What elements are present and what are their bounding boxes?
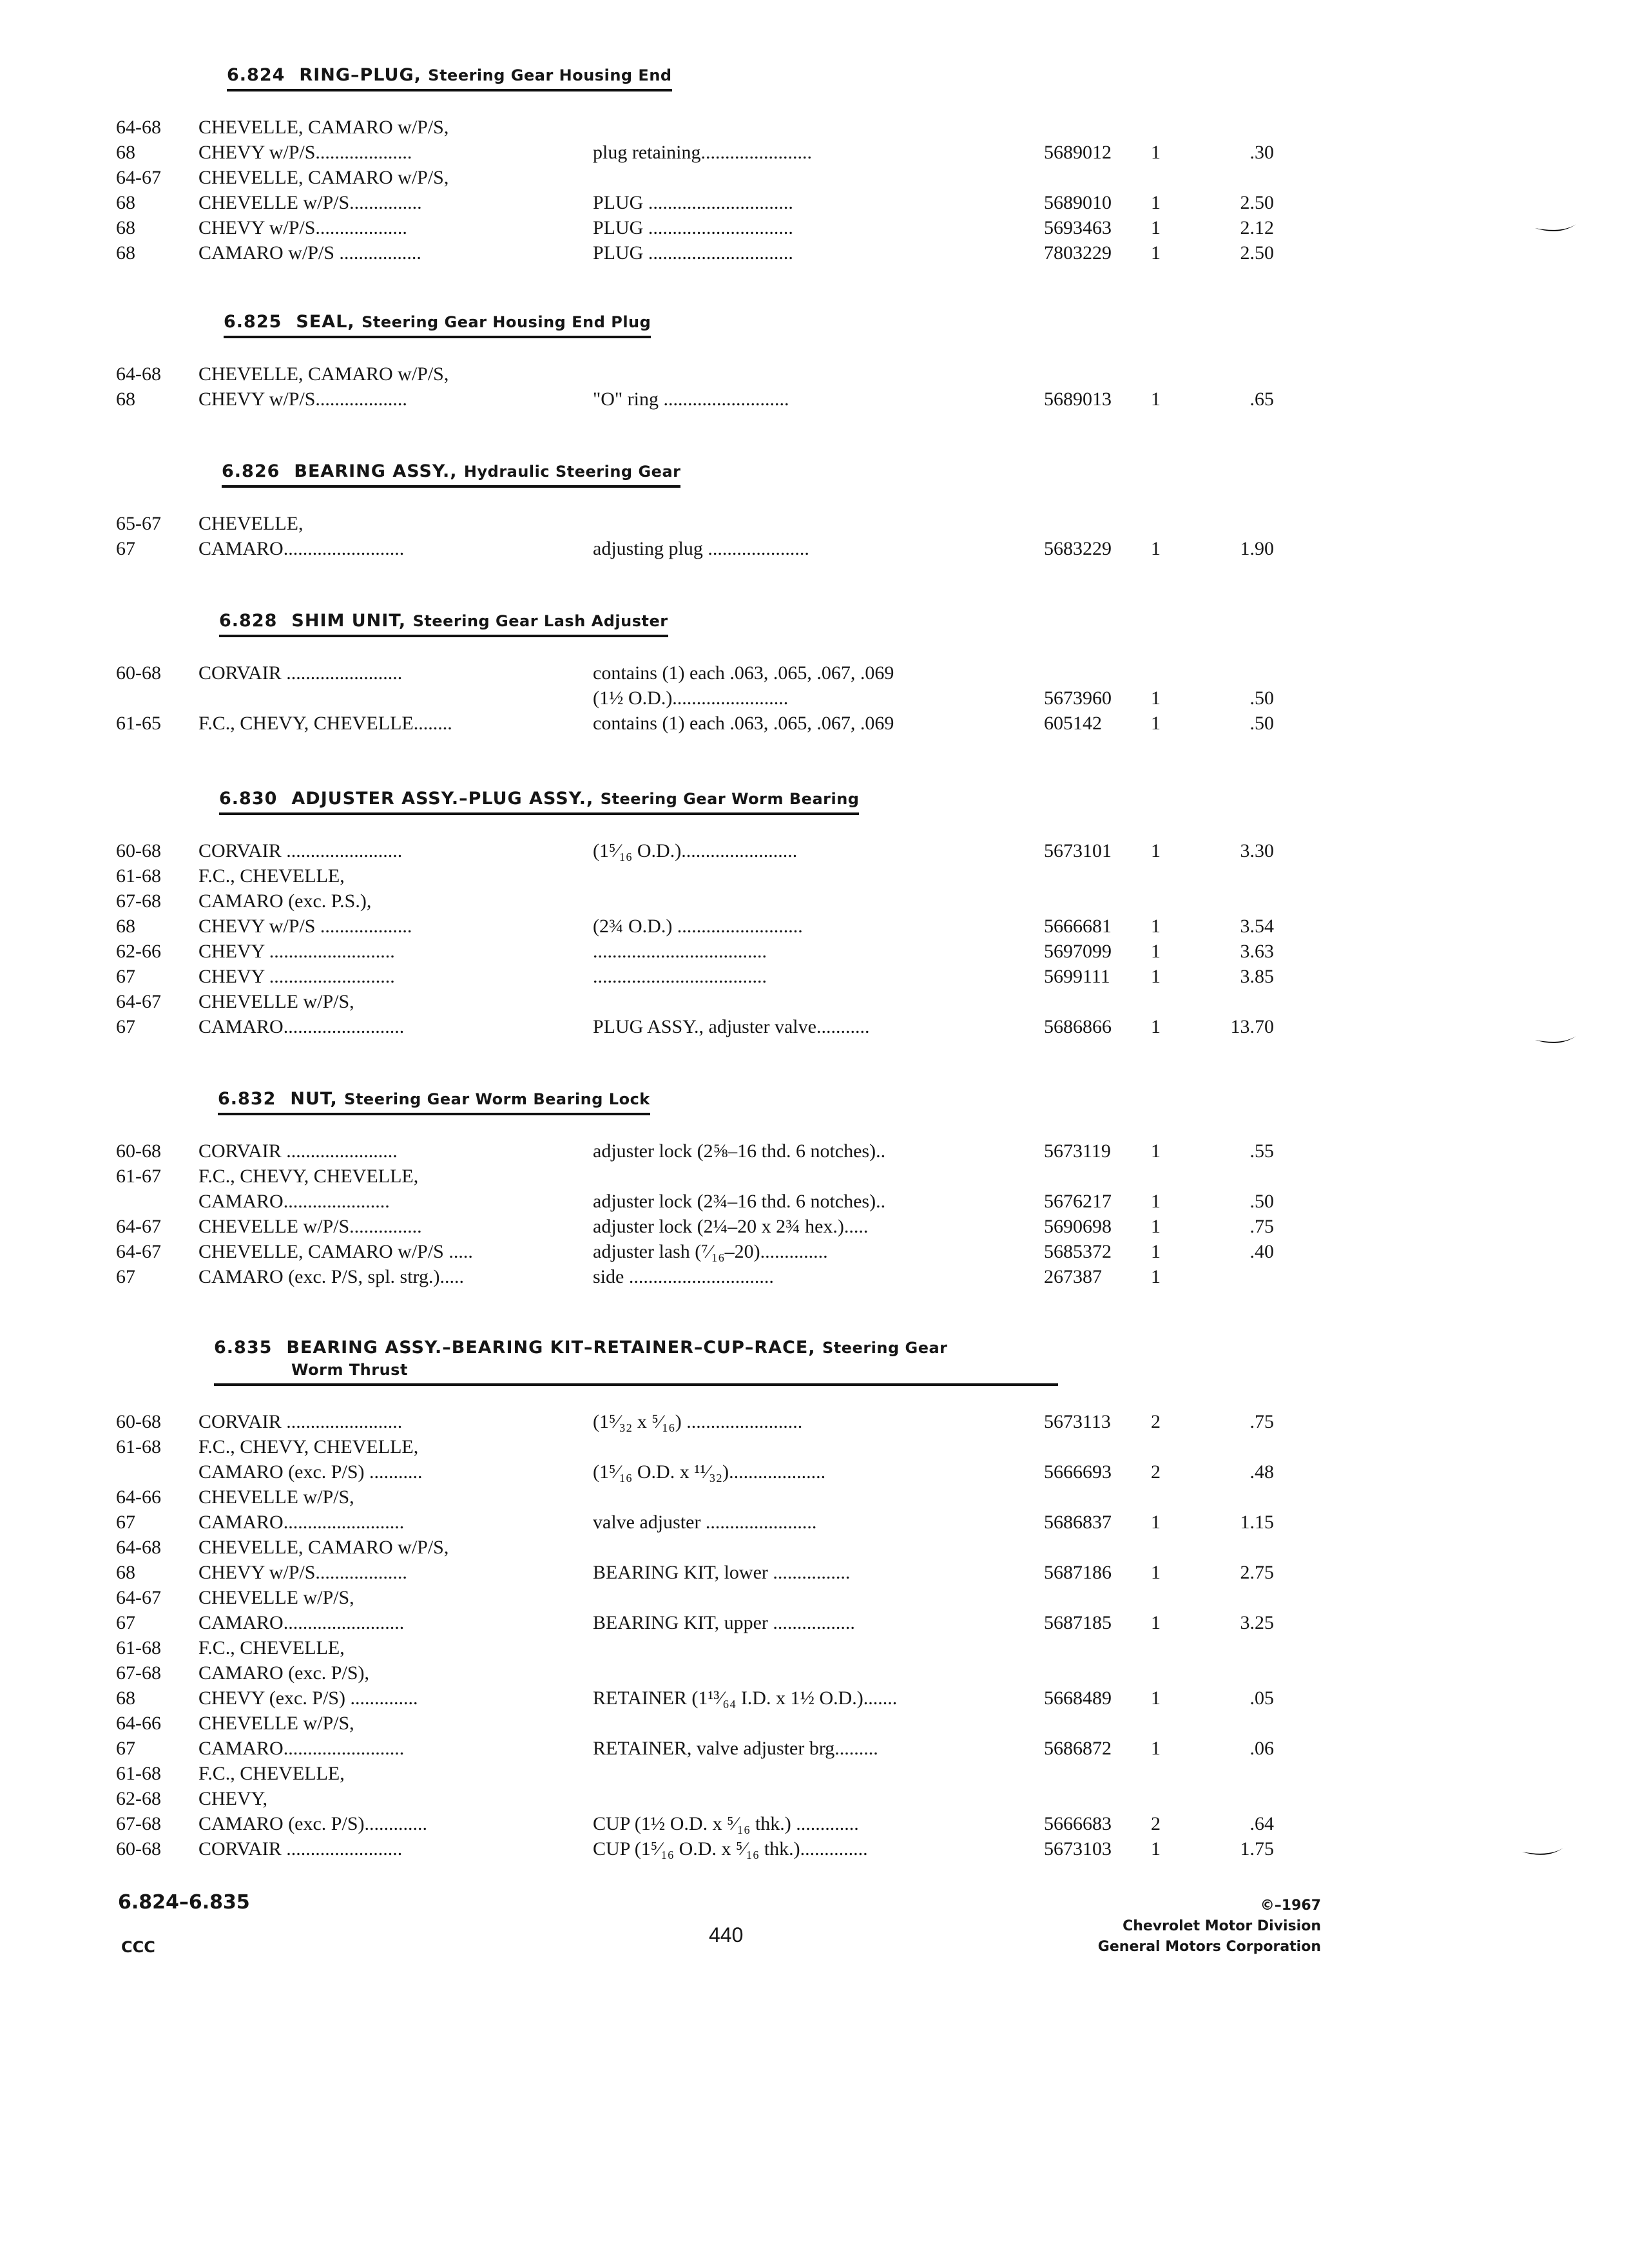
parts-row [116, 1434, 1058, 1459]
model-years: 60-68 [116, 1140, 161, 1162]
parts-row [116, 1459, 1274, 1485]
description: (1⁵⁄₃₂ x ⁵⁄₁₆) ........................ [593, 1411, 803, 1432]
application: F.C., CHEVELLE, [198, 865, 345, 887]
section-title: ADJUSTER ASSY.–PLUG ASSY., [291, 789, 594, 809]
application: CAMARO......................... [198, 1612, 405, 1633]
parts-row [116, 536, 1274, 561]
quantity: 1 [1151, 1266, 1161, 1287]
model-years: 61-65 [116, 713, 161, 734]
part-number: 5666693 [1044, 1461, 1112, 1483]
section-subtitle-continued: Worm Thrust [291, 1361, 408, 1379]
price: .30 [1249, 142, 1274, 163]
model-years: 62-68 [116, 1788, 161, 1809]
quantity: 2 [1151, 1461, 1161, 1483]
parts-row [116, 1239, 1274, 1264]
part-number: 605142 [1044, 713, 1102, 734]
application: CAMARO (exc. P/S, spl. strg.)..... [198, 1266, 464, 1287]
section-number: 6.835 [214, 1338, 273, 1358]
description: valve adjuster ....................... [593, 1512, 817, 1533]
parts-row [116, 1264, 1161, 1289]
model-years: 67 [116, 1266, 135, 1287]
model-years: 61-68 [116, 1763, 161, 1784]
application: CHEVY (exc. P/S) .............. [198, 1687, 418, 1709]
division-name: Chevrolet Motor Division [1123, 1918, 1321, 1934]
part-number: 5693463 [1044, 217, 1112, 238]
price: 2.12 [1240, 217, 1274, 238]
parts-row [116, 1811, 1274, 1836]
section-number: 6.825 [224, 312, 282, 332]
application: CAMARO w/P/S ................. [198, 242, 421, 264]
part-number: 5673101 [1044, 840, 1112, 861]
price: 13.70 [1230, 1016, 1274, 1037]
section-title: BEARING ASSY., [294, 461, 458, 481]
price: 1.75 [1240, 1838, 1274, 1860]
quantity: 1 [1151, 538, 1161, 559]
description: PLUG .............................. [593, 217, 793, 238]
description: CUP (1⁵⁄₁₆ O.D. x ⁵⁄₁₆ thk.).............. [593, 1838, 868, 1860]
application: CHEVELLE w/P/S, [198, 991, 354, 1012]
footer-publisher [967, 1896, 1321, 1957]
part-number: 5687185 [1044, 1612, 1112, 1633]
description: PLUG .............................. [593, 192, 793, 213]
parts-row [116, 686, 1274, 711]
section-number: 6.828 [219, 611, 278, 631]
application: CAMARO (exc. P/S) ........... [198, 1461, 423, 1483]
application: F.C., CHEVELLE, [198, 1763, 345, 1784]
parts-row [116, 165, 672, 190]
application: CORVAIR ........................ [198, 662, 403, 684]
model-years: 68 [116, 217, 135, 238]
quantity: 1 [1151, 1612, 1161, 1633]
price: 2.50 [1240, 192, 1274, 213]
application: CAMARO (exc. P/S), [198, 1662, 370, 1684]
model-years: 60-68 [116, 1838, 161, 1860]
part-number: 5686866 [1044, 1016, 1112, 1037]
parts-list [116, 361, 1274, 412]
model-years: 64-66 [116, 1486, 161, 1508]
section-6-825 [116, 311, 1274, 412]
model-years: 68 [116, 916, 135, 937]
parts-row [116, 1786, 1058, 1811]
price: .06 [1249, 1738, 1274, 1759]
parts-row [116, 1014, 1274, 1039]
description: (1½ O.D.)........................ [593, 687, 789, 709]
model-years: 67 [116, 1016, 135, 1037]
parts-list [116, 115, 1274, 265]
application: CAMARO......................... [198, 538, 405, 559]
section-6-824 [116, 64, 1274, 265]
description: .................................... [593, 941, 767, 962]
parts-row [116, 838, 1274, 863]
model-years: 67 [116, 538, 135, 559]
model-years: 64-66 [116, 1713, 161, 1734]
application: CAMARO......................... [198, 1016, 405, 1037]
description: (2¾ O.D.) .......................... [593, 916, 803, 937]
quantity: 1 [1151, 242, 1161, 264]
application: CHEVY .......................... [198, 941, 395, 962]
quantity: 2 [1151, 1813, 1161, 1834]
description: contains (1) each .063, .065, .067, .069 [593, 713, 894, 734]
model-years: 60-68 [116, 840, 161, 861]
application: CHEVY w/P/S................... [198, 1562, 407, 1583]
price: 3.25 [1240, 1612, 1274, 1633]
description: contains (1) each .063, .065, .067, .069 [593, 662, 894, 684]
part-number: 5673103 [1044, 1838, 1112, 1860]
application: CHEVELLE w/P/S............... [198, 192, 422, 213]
model-years: 61-68 [116, 1637, 161, 1658]
quantity: 1 [1151, 1562, 1161, 1583]
parts-row [116, 387, 1274, 412]
description: (1⁵⁄₁₆ O.D.)........................ [593, 840, 798, 861]
model-years: 67 [116, 1738, 135, 1759]
quantity: 1 [1151, 713, 1161, 734]
section-number: 6.826 [222, 461, 280, 481]
parts-row [116, 939, 1274, 964]
description: adjuster lock (2¼–20 x 2¾ hex.)..... [593, 1216, 869, 1237]
description: side .............................. [593, 1266, 774, 1287]
quantity: 1 [1151, 941, 1161, 962]
application: CHEVELLE, CAMARO w/P/S, [198, 363, 449, 385]
description: adjuster lash (⁷⁄₁₆–20).............. [593, 1241, 828, 1262]
application: CORVAIR ........................ [198, 840, 403, 861]
parts-list [116, 511, 1274, 561]
section-6-826 [116, 461, 1274, 561]
model-years: 64-68 [116, 363, 161, 385]
model-years: 67-68 [116, 1813, 161, 1834]
model-years: 68 [116, 1562, 135, 1583]
section-title: NUT, [290, 1089, 338, 1109]
parts-row [116, 140, 1274, 165]
model-years: 60-68 [116, 1411, 161, 1432]
model-years: 64-68 [116, 1537, 161, 1558]
model-years: 64-67 [116, 1241, 161, 1262]
parts-row [116, 1510, 1274, 1535]
footer-code: CCC [121, 1938, 155, 1956]
quantity: 1 [1151, 1216, 1161, 1237]
application: CORVAIR ....................... [198, 1140, 398, 1162]
model-years: 61-68 [116, 865, 161, 887]
quantity: 1 [1151, 142, 1161, 163]
parts-row [116, 1560, 1274, 1585]
quantity: 1 [1151, 389, 1161, 410]
price: 3.30 [1240, 840, 1274, 861]
application: CORVAIR ........................ [198, 1411, 403, 1432]
price: 3.63 [1240, 941, 1274, 962]
description: "O" ring .......................... [593, 389, 789, 410]
section-heading [214, 1337, 1058, 1386]
parts-row [116, 1610, 1274, 1635]
part-number: 5683229 [1044, 538, 1112, 559]
quantity: 1 [1151, 1838, 1161, 1860]
section-title: BEARING ASSY.–BEARING KIT–RETAINER–CUP–RACE, [286, 1338, 816, 1358]
part-number: 5673119 [1044, 1140, 1111, 1162]
price: 2.75 [1240, 1562, 1274, 1583]
parts-row [116, 1139, 1274, 1164]
description: adjusting plug ..................... [593, 538, 809, 559]
application: CHEVELLE, CAMARO w/P/S ..... [198, 1241, 473, 1262]
section-heading [224, 311, 651, 338]
part-number: 5690698 [1044, 1216, 1112, 1237]
description: RETAINER, valve adjuster brg......... [593, 1738, 878, 1759]
price: .50 [1249, 713, 1274, 734]
quantity: 1 [1151, 916, 1161, 937]
part-number: 5689010 [1044, 192, 1112, 213]
parts-row [116, 989, 859, 1014]
model-years: 67 [116, 1612, 135, 1633]
section-6-828 [116, 610, 1274, 736]
part-number: 5668489 [1044, 1687, 1112, 1709]
quantity: 1 [1151, 1512, 1161, 1533]
description: .................................... [593, 966, 767, 987]
parts-list [116, 660, 1274, 736]
application: CHEVY .......................... [198, 966, 395, 987]
parts-row [116, 1189, 1274, 1214]
price: .50 [1249, 687, 1274, 709]
part-number: 5699111 [1044, 966, 1110, 987]
section-subtitle: Steering Gear Lash Adjuster [412, 612, 668, 630]
parts-row [116, 711, 1274, 736]
section-subtitle: Steering Gear Housing End Plug [361, 313, 651, 331]
parts-row [116, 240, 1274, 265]
application: CORVAIR ........................ [198, 1838, 403, 1860]
section-heading [219, 610, 668, 637]
application: CHEVELLE w/P/S, [198, 1486, 354, 1508]
quantity: 1 [1151, 1687, 1161, 1709]
quantity: 1 [1151, 192, 1161, 213]
price: .55 [1249, 1140, 1274, 1162]
parts-list [116, 838, 1274, 1039]
parts-row [116, 1836, 1274, 1861]
price: .75 [1249, 1411, 1274, 1432]
quantity: 2 [1151, 1411, 1161, 1432]
application: F.C., CHEVY, CHEVELLE, [198, 1166, 419, 1187]
model-years: 68 [116, 192, 135, 213]
application: CAMARO......................... [198, 1512, 405, 1533]
parts-row [116, 1164, 650, 1189]
application: CHEVELLE, CAMARO w/P/S, [198, 1537, 449, 1558]
parts-list [116, 1409, 1274, 1861]
parts-row [116, 863, 859, 889]
quantity: 1 [1151, 840, 1161, 861]
section-number: 6.824 [227, 65, 285, 85]
section-number: 6.830 [219, 789, 278, 809]
parts-row [116, 889, 859, 914]
part-number: 5689012 [1044, 142, 1112, 163]
copyright: ©–1967 [1260, 1898, 1321, 1914]
corporation-name: General Motors Corporation [1097, 1939, 1321, 1955]
parts-row [116, 215, 1274, 240]
model-years: 64-67 [116, 1216, 161, 1237]
application: CHEVELLE w/P/S, [198, 1713, 354, 1734]
section-6-830 [116, 788, 1274, 1039]
application: CAMARO......................... [198, 1738, 405, 1759]
edge-mark [1534, 219, 1579, 236]
model-years: 62-66 [116, 941, 161, 962]
description: (1⁵⁄₁₆ O.D. x ¹¹⁄₃₂).................... [593, 1461, 826, 1483]
model-years: 68 [116, 142, 135, 163]
description: plug retaining....................... [593, 142, 812, 163]
parts-list [116, 1139, 1274, 1289]
quantity: 1 [1151, 1241, 1161, 1262]
model-years: 68 [116, 389, 135, 410]
parts-row [116, 1535, 1058, 1560]
part-number: 5676217 [1044, 1191, 1112, 1212]
description: PLUG .............................. [593, 242, 793, 264]
part-number: 5666683 [1044, 1813, 1112, 1834]
quantity: 1 [1151, 1738, 1161, 1759]
page-number: 440 [709, 1923, 744, 1946]
price: .64 [1249, 1813, 1274, 1834]
section-title: SHIM UNIT, [291, 611, 407, 631]
model-years: 65-67 [116, 513, 161, 534]
price: .40 [1249, 1241, 1274, 1262]
parts-row [116, 1711, 1058, 1736]
parts-row [116, 361, 651, 387]
parts-row [116, 964, 1274, 989]
application: CAMARO...................... [198, 1191, 390, 1212]
application: CHEVELLE, CAMARO w/P/S, [198, 167, 449, 188]
model-years: 64-67 [116, 1587, 161, 1608]
parts-row [116, 1686, 1274, 1711]
application: CHEVELLE w/P/S, [198, 1587, 354, 1608]
price: .48 [1249, 1461, 1274, 1483]
application: CHEVY w/P/S.................... [198, 142, 412, 163]
section-6-835 [116, 1337, 1274, 1861]
parts-row [116, 115, 672, 140]
section-subtitle: Steering Gear Worm Bearing [600, 790, 860, 808]
part-number: 5673960 [1044, 687, 1112, 709]
quantity: 1 [1151, 217, 1161, 238]
footer-code-range: 6.824–6.835 [118, 1891, 250, 1914]
quantity: 1 [1151, 1191, 1161, 1212]
edge-mark [1534, 1031, 1579, 1048]
application: CHEVELLE w/P/S............... [198, 1216, 422, 1237]
part-number: 5685372 [1044, 1241, 1112, 1262]
model-years: 67-68 [116, 1662, 161, 1684]
model-years: 68 [116, 1687, 135, 1709]
part-number: 5687186 [1044, 1562, 1112, 1583]
application: F.C., CHEVELLE, [198, 1637, 345, 1658]
price: .65 [1249, 389, 1274, 410]
description: adjuster lock (2¾–16 thd. 6 notches).. [593, 1191, 886, 1212]
part-number: 5666681 [1044, 916, 1112, 937]
application: CHEVY w/P/S................... [198, 389, 407, 410]
application: CAMARO (exc. P/S)............. [198, 1813, 428, 1834]
parts-row [116, 1635, 1058, 1660]
description: PLUG ASSY., adjuster valve........... [593, 1016, 870, 1037]
section-subtitle: Steering Gear [822, 1339, 948, 1357]
quantity: 1 [1151, 966, 1161, 987]
price: 1.15 [1240, 1512, 1274, 1533]
model-years: 67-68 [116, 890, 161, 912]
section-title: RING–PLUG, [299, 65, 421, 85]
quantity: 1 [1151, 687, 1161, 709]
price: .05 [1249, 1687, 1274, 1709]
section-heading [219, 788, 859, 815]
price: .50 [1249, 1191, 1274, 1212]
edge-mark [1521, 1843, 1566, 1860]
parts-row [116, 1660, 1058, 1686]
section-title: SEAL, [296, 312, 355, 332]
parts-row [116, 511, 680, 536]
part-number: 7803229 [1044, 242, 1112, 264]
model-years: 64-67 [116, 991, 161, 1012]
price: .75 [1249, 1216, 1274, 1237]
description: CUP (1½ O.D. x ⁵⁄₁₆ thk.) ............. [593, 1813, 859, 1834]
parts-row [116, 1409, 1274, 1434]
price: 3.85 [1240, 966, 1274, 987]
application: F.C., CHEVY, CHEVELLE, [198, 1436, 419, 1457]
application: CHEVELLE, CAMARO w/P/S, [198, 117, 449, 138]
section-number: 6.832 [218, 1089, 276, 1109]
model-years: 61-67 [116, 1166, 161, 1187]
application: CHEVY w/P/S................... [198, 217, 407, 238]
parts-row [116, 190, 1274, 215]
quantity: 1 [1151, 1016, 1161, 1037]
application: F.C., CHEVY, CHEVELLE........ [198, 713, 452, 734]
section-heading [227, 64, 672, 91]
price: 1.90 [1240, 538, 1274, 559]
model-years: 61-68 [116, 1436, 161, 1457]
model-years: 67 [116, 966, 135, 987]
section-subtitle: Steering Gear Housing End [428, 66, 672, 84]
part-number: 5697099 [1044, 941, 1112, 962]
section-heading [222, 461, 680, 488]
price: 2.50 [1240, 242, 1274, 264]
description: adjuster lock (2⅝–16 thd. 6 notches).. [593, 1140, 886, 1162]
model-years: 68 [116, 242, 135, 264]
model-years: 60-68 [116, 662, 161, 684]
section-subtitle: Hydraulic Steering Gear [463, 463, 681, 481]
part-number: 5689013 [1044, 389, 1112, 410]
section-6-832 [116, 1088, 1274, 1289]
price: 3.54 [1240, 916, 1274, 937]
part-number: 5686872 [1044, 1738, 1112, 1759]
description: BEARING KIT, upper ................. [593, 1612, 855, 1633]
description: BEARING KIT, lower ................ [593, 1562, 851, 1583]
part-number: 5686837 [1044, 1512, 1112, 1533]
model-years: 64-68 [116, 117, 161, 138]
model-years: 67 [116, 1512, 135, 1533]
parts-row [116, 660, 894, 686]
application: CHEVY, [198, 1788, 267, 1809]
section-heading [218, 1088, 650, 1115]
parts-row [116, 1214, 1274, 1239]
application: CHEVELLE, [198, 513, 304, 534]
parts-row [116, 914, 1274, 939]
parts-row [116, 1761, 1058, 1786]
section-subtitle: Steering Gear Worm Bearing Lock [344, 1090, 650, 1108]
parts-row [116, 1485, 1058, 1510]
parts-row [116, 1736, 1274, 1761]
parts-row [116, 1585, 1058, 1610]
model-years: 64-67 [116, 167, 161, 188]
application: CHEVY w/P/S ................... [198, 916, 412, 937]
quantity: 1 [1151, 1140, 1161, 1162]
application: CAMARO (exc. P.S.), [198, 890, 372, 912]
part-number: 267387 [1044, 1266, 1102, 1287]
part-number: 5673113 [1044, 1411, 1111, 1432]
description: RETAINER (1¹³⁄₆₄ I.D. x 1½ O.D.)....... [593, 1687, 898, 1709]
